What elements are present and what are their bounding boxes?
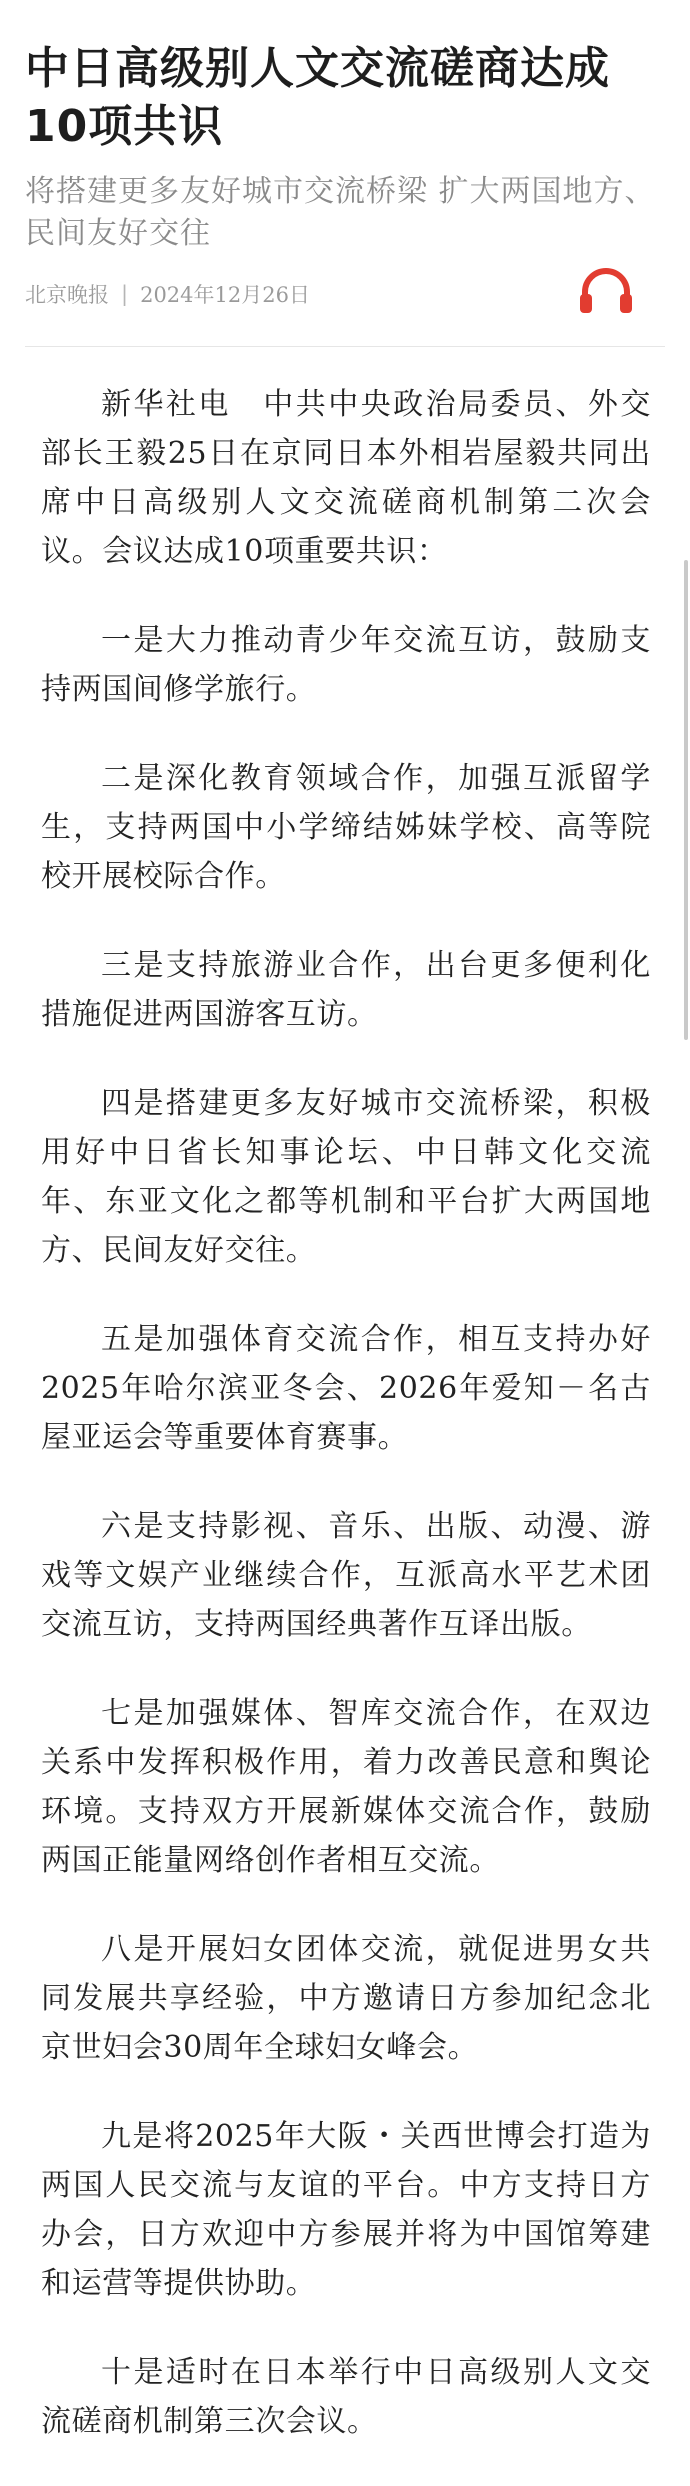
body-paragraph: 十是适时在日本举行中日高级别人文交流磋商机制第三次会议。	[41, 2355, 651, 2439]
article-title: 中日高级别人文交流磋商达成10项共识	[25, 43, 610, 152]
body-paragraph: 四是搭建更多友好城市交流桥梁，积极用好中日省长知事论坛、中日韩文化交流年、东亚文化之都等机制和平台扩大两国地方、民间友好交往。	[41, 1086, 651, 1268]
article-date: 2024年12月26日	[140, 283, 310, 307]
body-paragraph: 七是加强媒体、智库交流合作，在双边关系中发挥积极作用，着力改善民意和舆论环境。支持双方开展新媒体交流合作，鼓励两国正能量网络创作者相互交流。	[41, 1696, 651, 1878]
listen-audio-button[interactable]	[576, 266, 636, 316]
body-paragraph: 八是开展妇女团体交流，就促进男女共同发展共享经验，中方邀请日方参加纪念北京世妇会30周年全球妇女峰会。	[41, 1932, 651, 2065]
headphones-icon	[576, 266, 636, 316]
body-paragraph: 九是将2025年大阪・关西世博会打造为两国人民交流与友谊的平台。中方支持日方办会，日方欢迎中方参展并将为中国馆筹建和运营等提供协助。	[41, 2119, 651, 2301]
scrollbar-thumb[interactable]	[684, 560, 688, 1040]
body-paragraph: 二是深化教育领域合作，加强互派留学生，支持两国中小学缔结姊妹学校、高等院校开展校际合作。	[41, 761, 651, 894]
header-divider	[25, 346, 665, 347]
meta-separator: |	[121, 282, 129, 306]
body-paragraph: 三是支持旅游业合作，出台更多便利化措施促进两国游客互访。	[41, 948, 651, 1032]
article-meta	[25, 274, 310, 314]
article-source: 北京晚报	[25, 283, 109, 307]
article-body	[41, 380, 651, 2486]
body-paragraph: 新华社电 中共中央政治局委员、外交部长王毅25日在京同日本外相岩屋毅共同出席中日高级别人文交流磋商机制第二次会议。会议达成10项重要共识：	[41, 387, 651, 569]
article-subtitle: 将搭建更多友好城市交流桥梁 扩大两国地方、民间友好交往	[25, 174, 656, 251]
body-paragraph: 五是加强体育交流合作，相互支持办好2025年哈尔滨亚冬会、2026年爱知－名古屋亚运会等重要体育赛事。	[41, 1322, 651, 1455]
body-paragraph: 六是支持影视、音乐、出版、动漫、游戏等文娱产业继续合作，互派高水平艺术团交流互访，支持两国经典著作互译出版。	[41, 1509, 651, 1642]
body-paragraph: 一是大力推动青少年交流互访，鼓励支持两国间修学旅行。	[41, 623, 651, 707]
